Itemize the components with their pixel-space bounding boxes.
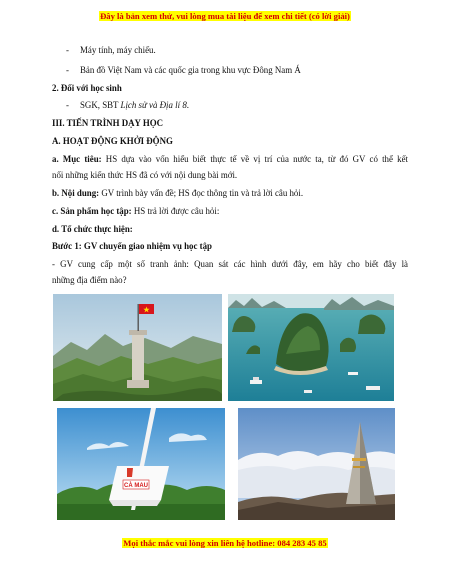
process-heading: III. TIẾN TRÌNH DẠY HỌC [52,118,164,128]
product-label: c. Sản phẩm học tập: [52,206,132,216]
lung-cu-flag-tower-photo [53,294,222,401]
equipment-item-1-text: Máy tính, máy chiếu. [80,45,156,55]
task-line-2: những địa điểm nào? [52,275,127,285]
fansipan-peak-photo [238,408,395,520]
task-line-1: - GV cung cấp một số tranh ảnh: Quan sát các hình dưới đây, em hãy cho biết đây là [52,259,408,269]
ha-long-bay-photo [228,294,394,401]
peak-pyramid-photo-icon [238,408,395,520]
textbook-title: Lịch sử và Địa lí 8 [120,100,187,110]
objective-label: a. Mục tiêu: [52,154,102,164]
objective-line-2: nối những kiến thức HS đã có với nội dung bài mới. [52,170,238,180]
step1-heading: Bước 1: GV chuyển giao nhiệm vụ học tập [52,241,212,251]
student-section-heading: 2. Đối với học sinh [52,83,122,93]
objective-line-1: a. Mục tiêu: HS dựa vào vốn hiểu biết thực tế về vị trí của nước ta, từ đó GV có thể kết [52,154,408,164]
hotline-footer-text: Mọi thắc mắc vui lòng xin liên hệ hotline: 084 283 45 85 [123,538,327,548]
content-line: b. Nội dung: GV trình bày vấn đề; HS đọc thông tin và trả lời câu hỏi. [52,188,304,198]
preview-notice-banner [0,11,450,21]
preview-notice-text: Đây là bản xem thử, vui lòng mua tài liệu để xem chi tiết (có lời giải) [100,11,350,21]
flag-tower-photo-icon [53,294,222,401]
content-label: b. Nội dung: [52,188,100,198]
equipment-item-2-text: Bản đồ Việt Nam và các quốc gia trong khu vực Đông Nam Á [80,65,301,75]
activity-heading: A. HOẠT ĐỘNG KHỞI ĐỘNG [52,136,173,146]
product-line: c. Sản phẩm học tập: HS trả lời được câu hỏi: [52,206,220,216]
student-item-text: SGK, SBT Lịch sử và Địa lí 8. [80,100,189,110]
ca-mau-cape-monument-photo [57,408,225,520]
organization-heading: d. Tổ chức thực hiện: [52,224,133,234]
monument-text: CÀ MAU [124,483,148,489]
ship-monument-photo-icon [57,408,225,520]
hotline-footer-banner [0,538,450,548]
bay-islands-photo-icon [228,294,394,401]
